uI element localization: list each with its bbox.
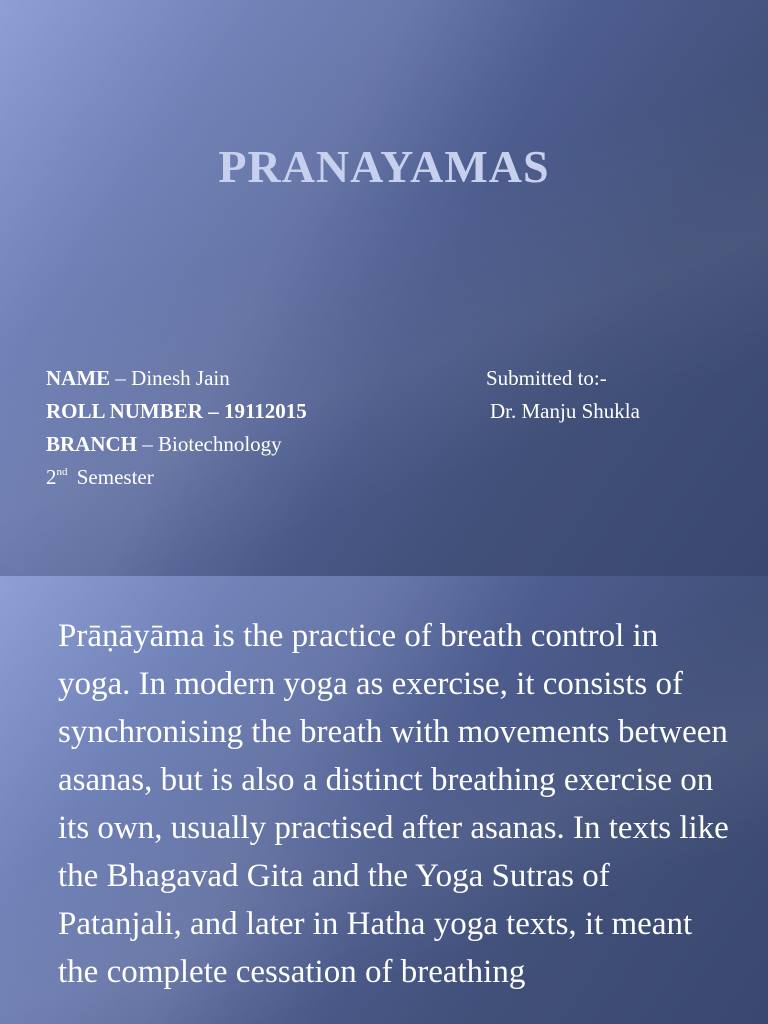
semester-word: Semester — [76, 465, 154, 489]
roll-separator: – — [208, 399, 219, 423]
branch-label: BRANCH — [46, 432, 138, 456]
name-separator: – — [115, 366, 126, 390]
slide-title: PRANAYAMAS — [218, 141, 550, 192]
branch-separator: – — [142, 432, 153, 456]
name-label: NAME — [46, 366, 111, 390]
content-slide — [0, 576, 768, 1024]
branch-value: Biotechnology — [158, 432, 282, 456]
roll-row — [46, 399, 307, 424]
pranayama-paragraph: Prāṇāyāma is the practice of breath control in yoga. In modern yoga as exercise, it consists of synchronising the breath with movements between asanas, but is also a distinct breathing exercise on its own, usually practised after asanas. In texts like the Bhagavad Gita and the Yoga Sutras of Patanjali, and later in Hatha yoga texts, it meant the complete cessation of breathing — [58, 618, 729, 990]
branch-row — [46, 432, 282, 457]
teacher-name: Dr. Manju Shukla — [490, 399, 640, 423]
roll-value: 19112015 — [223, 399, 307, 423]
semester-number: 2 — [46, 465, 57, 489]
name-value: Dinesh Jain — [131, 366, 230, 390]
semester-suffix: nd — [56, 466, 68, 478]
name-row — [46, 366, 230, 391]
roll-label: ROLL NUMBER — [46, 399, 203, 423]
semester-row — [46, 465, 154, 490]
submitted-to-label: Submitted to:- — [486, 366, 607, 390]
